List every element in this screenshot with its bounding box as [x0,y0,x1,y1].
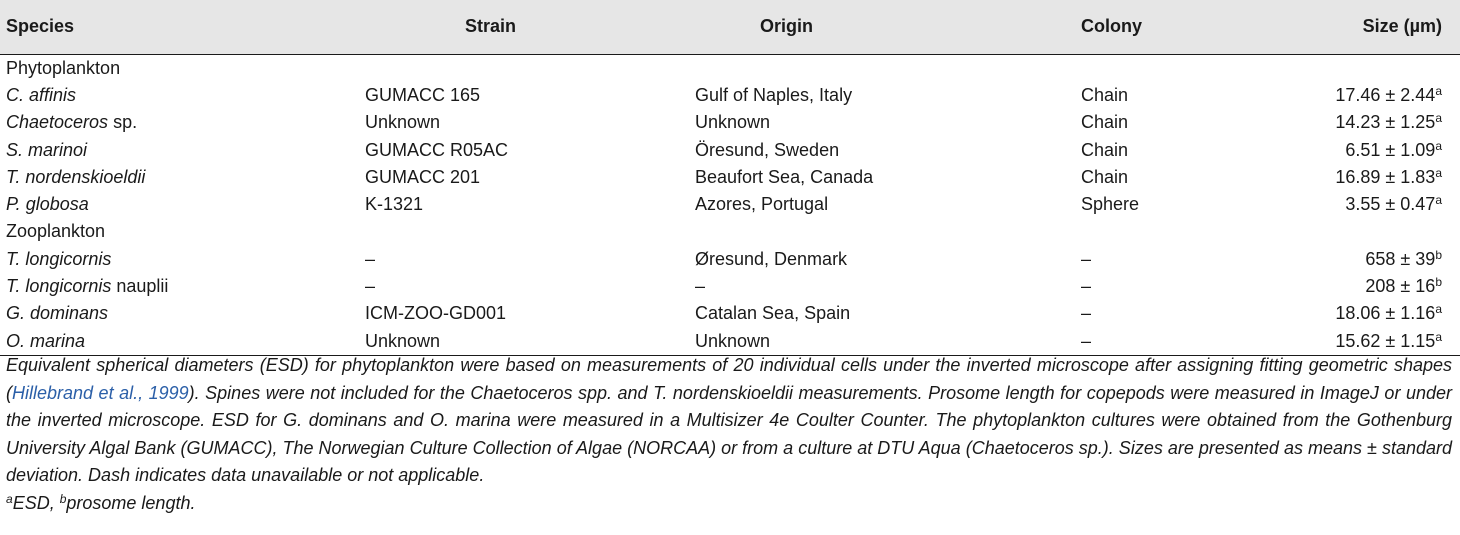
cell-colony: Chain [1081,84,1129,105]
species-name-italic: S. marinoi [6,139,88,160]
cell-origin: Catalan Sea, Spain [695,303,851,324]
size-value: 17.46 ± 2.44 [1335,84,1436,105]
footnote-line [6,490,1452,518]
table-row [0,273,1460,300]
cell-colony: – [1081,248,1092,269]
species-name-italic: P. globosa [6,194,89,215]
header-origin: Origin [675,0,1055,54]
table-body [0,54,1460,355]
notes-paragraph [6,352,1452,490]
cell-strain: GUMACC R05AC [365,139,509,160]
notes-text-1: Equivalent spherical diameters (ESD) for phytoplankton were based on measurements of 20 individual cells under the inverted microscope after assigning fitting geometric shapes ( [6,355,1452,403]
size-value: 18.06 ± 1.16 [1335,303,1436,324]
cell-origin: Azores, Portugal [695,194,829,215]
cell-species [0,273,355,300]
size-footnote-marker: b [1435,275,1442,290]
footnote-b-text: prosome length. [66,492,196,513]
species-name-italic: T. longicornis [6,248,112,269]
size-value: 658 ± 39 [1365,248,1436,269]
cell-size [1285,136,1460,163]
species-name-italic: T. longicornis [6,276,112,297]
species-name-italic: C. affinis [6,84,77,105]
size-value: 16.89 ± 1.83 [1335,166,1436,187]
size-footnote-marker: a [1435,138,1442,153]
table-row [0,109,1460,136]
cell-colony: Chain [1081,166,1129,187]
cell-strain: – [365,248,376,269]
cell-origin: Unknown [675,327,1055,355]
cell-origin: Øresund, Denmark [695,248,848,269]
cell-strain: GUMACC 201 [365,166,481,187]
header-colony: Colony [1055,0,1285,54]
species-name-italic: T. nordenskioeldii [6,166,146,187]
cell-size [1285,109,1460,136]
cell-size [1285,82,1460,109]
header-row [0,0,1460,54]
footnote-a-marker: a [6,491,13,506]
cell-origin: Öresund, Sweden [695,139,840,160]
cell-colony: Chain [1081,112,1129,133]
table-notes [6,352,1452,517]
cell-size [1285,246,1460,273]
group-row [0,218,1460,245]
size-footnote-marker: a [1435,83,1442,98]
cell-size [1285,273,1460,300]
cell-origin: Unknown [695,112,771,133]
footnote-b-marker: b [59,491,67,506]
cell-species [0,136,355,163]
size-footnote-marker: a [1435,165,1442,180]
cell-colony: – [1081,276,1092,297]
cell-origin: – [695,276,706,297]
size-value: 15.62 ± 1.15 [1335,330,1436,351]
header-size: Size (µm) [1285,0,1460,54]
group-row [0,54,1460,82]
group-label: Phytoplankton [6,57,121,78]
size-footnote-marker: a [1435,111,1442,126]
cell-colony: – [1055,327,1285,355]
species-name-italic: O. marina [6,330,86,351]
species-name-italic: Chaetoceros [6,112,109,133]
cell-colony: – [1081,303,1092,324]
header-strain: Strain [355,0,675,54]
cell-size [1285,300,1460,327]
cell-strain: GUMACC 165 [365,84,481,105]
size-footnote-marker: a [1435,329,1442,344]
table-row [0,300,1460,327]
cell-species [0,164,355,191]
footnote-a-text: ESD, [12,492,60,513]
species-name-italic: G. dominans [6,303,109,324]
size-footnote-marker: b [1435,247,1442,262]
header-species: Species [0,0,355,54]
size-footnote-marker: a [1435,193,1442,208]
cell-strain: – [365,276,376,297]
size-value: 208 ± 16 [1365,276,1436,297]
species-name-rest: sp. [108,112,138,133]
size-value: 3.55 ± 0.47 [1345,194,1436,215]
species-name-rest: nauplii [111,276,169,297]
cell-species [0,300,355,327]
cell-colony: Sphere [1081,194,1140,215]
cell-strain: Unknown [355,327,675,355]
cell-species [0,191,355,218]
size-footnote-marker: a [1435,302,1442,317]
cell-strain: ICM-ZOO-GD001 [365,303,507,324]
cell-strain: K-1321 [365,194,424,215]
table-row [0,136,1460,163]
size-value: 14.23 ± 1.25 [1335,112,1436,133]
cell-size [1285,164,1460,191]
group-label: Zooplankton [6,221,106,242]
table-row [0,164,1460,191]
cell-species [0,82,355,109]
cell-species [0,109,355,136]
table-row [0,191,1460,218]
table-row [0,246,1460,273]
cell-species [0,246,355,273]
cell-colony: Chain [1081,139,1129,160]
cell-origin: Beaufort Sea, Canada [695,166,874,187]
notes-text-2: ). Spines were not included for the Chaetoceros spp. and T. nordenskioeldii measurements. Prosome length for copepods were measured in ImageJ or under the inverted microscope. ESD for G. dominans and O. marina were measured in a Multisizer 4e Coulter Counter. The phytoplankton cultures were obtained from the Gothenburg University Algal Bank (GUMACC), The Norwegian Culture Collection of Algae (NORCAA) or from a culture at DTU Aqua (Chaetoceros sp.). Sizes are presented as means ± standard deviation. Dash indicates data unavailable or not applicable. [6,382,1452,485]
table-row [0,82,1460,109]
size-value: 6.51 ± 1.09 [1345,139,1436,160]
cell-strain: Unknown [365,112,441,133]
cell-origin: Gulf of Naples, Italy [695,84,853,105]
citation-link[interactable]: Hillebrand et al., 1999 [12,382,189,403]
cell-size [1285,191,1460,218]
